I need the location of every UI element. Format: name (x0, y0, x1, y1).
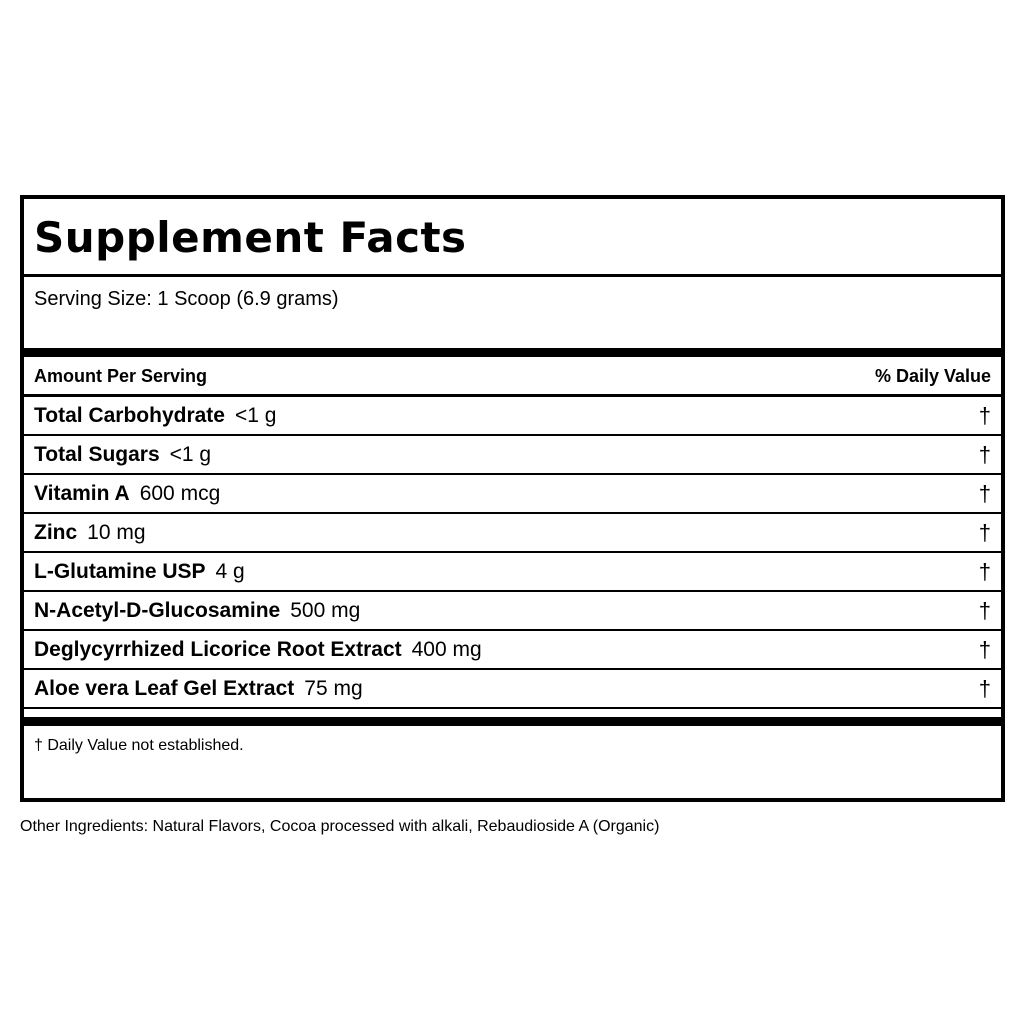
nutrient-amount: 4 g (215, 560, 245, 583)
nutrient-name: N-Acetyl-D-Glucosamine (34, 599, 281, 622)
daily-value-header: % Daily Value (874, 366, 991, 386)
thick-divider-bottom (24, 717, 1001, 726)
nutrient-rows (24, 397, 1001, 709)
nutrient-amount: 500 mg (290, 599, 361, 622)
table-row (24, 592, 1001, 631)
nutrient-name: Vitamin A (34, 482, 130, 505)
empty-row (24, 709, 1001, 717)
daily-value-mark: † (978, 559, 991, 584)
table-row (24, 475, 1001, 514)
nutrient-name: Aloe vera Leaf Gel Extract (34, 677, 295, 700)
table-row (24, 436, 1001, 475)
daily-value-mark: † (978, 481, 991, 506)
thick-divider-top (24, 348, 1001, 357)
nutrient-amount: 600 mcg (139, 482, 221, 505)
nutrient-name: L-Glutamine USP (34, 560, 206, 583)
footnote: † Daily Value not established. (34, 737, 244, 754)
daily-value-mark: † (978, 442, 991, 467)
daily-value-mark: † (978, 676, 991, 701)
panel-title: Supplement Facts (34, 213, 467, 262)
amount-per-serving-header: Amount Per Serving (34, 366, 208, 386)
nutrient-amount: 400 mg (411, 638, 482, 661)
other-ingredients: Other Ingredients: Natural Flavors, Cocoa processed with alkali, Rebaudioside A (Organic) (20, 818, 660, 835)
daily-value-mark: † (978, 520, 991, 545)
daily-value-mark: † (978, 637, 991, 662)
table-row (24, 397, 1001, 436)
nutrient-name: Total Carbohydrate (34, 404, 225, 427)
table-row (24, 670, 1001, 709)
table-row (24, 514, 1001, 553)
nutrient-name: Total Sugars (34, 443, 160, 466)
nutrient-amount: 75 mg (304, 677, 363, 700)
nutrient-amount: 10 mg (87, 521, 146, 544)
supplement-facts-panel (20, 195, 1005, 802)
serving-row (24, 277, 1001, 347)
daily-value-mark: † (978, 598, 991, 623)
nutrient-amount: <1 g (169, 443, 212, 466)
nutrient-name: Zinc (34, 521, 78, 544)
nutrient-amount: <1 g (234, 404, 277, 427)
serving-size: Serving Size: 1 Scoop (6.9 grams) (34, 288, 339, 310)
title-row (24, 199, 1001, 277)
table-row (24, 553, 1001, 592)
column-header-row (24, 357, 1001, 397)
nutrient-name: Deglycyrrhized Licorice Root Extract (34, 638, 402, 661)
daily-value-mark: † (978, 403, 991, 428)
table-row (24, 631, 1001, 670)
